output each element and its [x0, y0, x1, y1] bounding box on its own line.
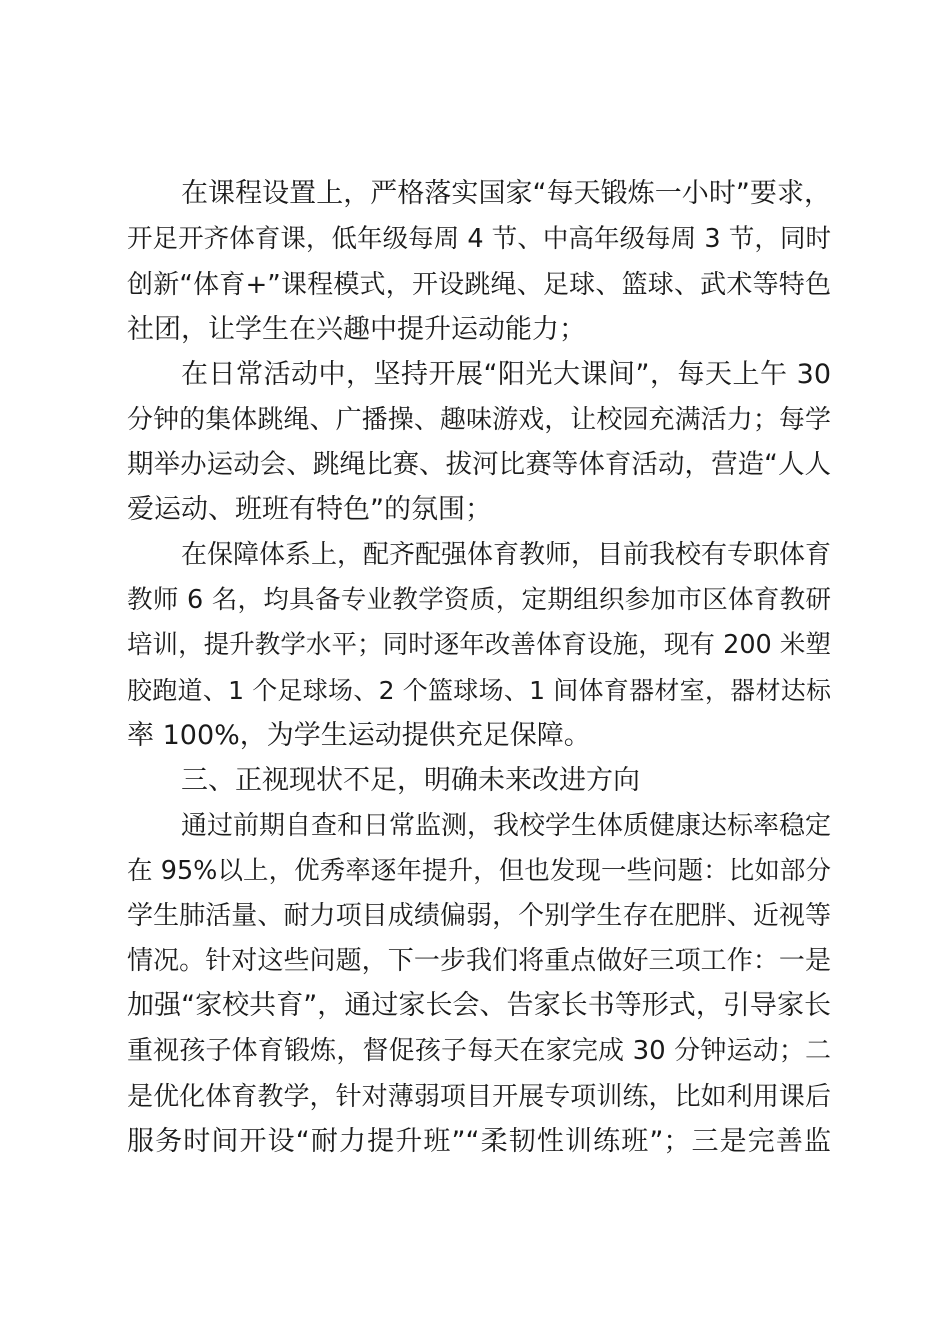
text-line: 在日常活动中，坚持开展“阳光大课间”，每天上午 30: [181, 359, 831, 390]
text-line: 是优化体育教学，针对薄弱项目开展专项训练，比如利用课后: [127, 1082, 831, 1112]
text-line: 情况。针对这些问题，下一步我们将重点做好三项工作：一是: [127, 946, 831, 976]
section-heading: 三、正视现状不足，明确未来改进方向: [181, 765, 640, 796]
text-line: 服务时间开设“耐力提升班”“柔韧性训练班”；三是完善监: [127, 1126, 831, 1157]
text-line: 培训，提升教学水平；同时逐年改善体育设施，现有 200 米塑: [127, 630, 831, 660]
text-line: 期举办运动会、跳绳比赛、拔河比赛等体育活动，营造“人人: [127, 449, 831, 480]
text-line: 在 95%以上，优秀率逐年提升，但也发现一些问题：比如部分: [127, 856, 831, 886]
text-line: 创新“体育+”课程模式，开设跳绳、足球、篮球、武术等特色: [127, 270, 831, 300]
text-line: 重视孩子体育锻炼，督促孩子每天在家完成 30 分钟运动；二: [127, 1036, 831, 1066]
text-line: 在课程设置上，严格落实国家“每天锻炼一小时”要求，: [181, 178, 831, 209]
text-line: 率 100%，为学生运动提供充足保障。: [127, 720, 591, 751]
text-line: 学生肺活量、耐力项目成绩偏弱，个别学生存在肥胖、近视等: [127, 901, 831, 931]
text-line: 胶跑道、1 个足球场、2 个篮球场、1 间体育器材室，器材达标: [127, 676, 831, 705]
text-line: 教师 6 名，均具备专业教学资质，定期组织参加市区体育教研: [127, 585, 831, 615]
text-line: 开足开齐体育课，低年级每周 4 节、中高年级每周 3 节，同时: [127, 224, 831, 254]
text-line: 通过前期自查和日常监测，我校学生体质健康达标率稳定: [181, 811, 832, 841]
text-line: 爱运动、班班有特色”的氛围；: [127, 494, 492, 525]
text-line: 在保障体系上，配齐配强体育教师，目前我校有专职体育: [181, 540, 832, 570]
text-line: 社团，让学生在兴趣中提升运动能力；: [127, 314, 586, 345]
text-line: 分钟的集体跳绳、广播操、趣味游戏，让校园充满活力；每学: [127, 405, 831, 435]
text-line: 加强“家校共育”，通过家长会、告家长书等形式，引导家长: [127, 990, 831, 1021]
